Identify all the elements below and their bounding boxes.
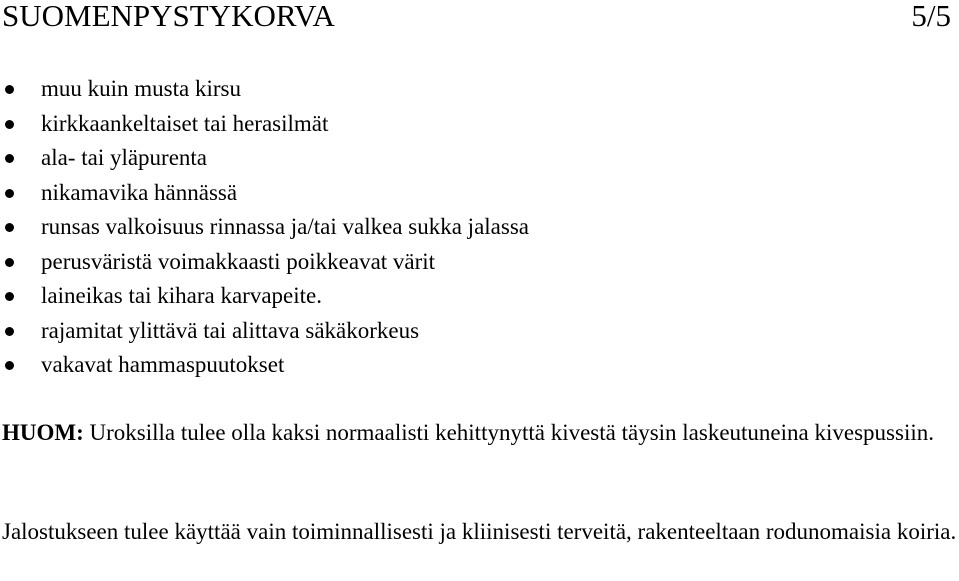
list-item-text: vakavat hammaspuutokset [41,352,285,377]
note-text: Uroksilla tulee olla kaksi normaalisti kehittynyttä kivestä täysin laskeutuneina kivespussiin. [89,420,934,445]
list-item [0,279,529,314]
list-item [0,348,529,383]
list-item-text: perusväristä voimakkaasti poikkeavat värit [41,248,436,274]
list-item-text: laineikas tai kihara karvapeite. [41,283,322,308]
bullet-icon [5,223,14,232]
page-number: 5/5 [911,0,951,33]
list-item [0,176,529,211]
note-paragraph [2,417,957,449]
list-item-text: kirkkaankeltaiset tai herasilmät [41,110,329,136]
list-item [0,107,529,142]
list-item-text: ala- tai yläpurenta [41,145,208,170]
list-item [0,314,529,349]
list-item [0,141,529,176]
list-item [0,210,529,245]
bullet-icon [5,189,14,198]
list-item-text: muu kuin musta kirsu [41,76,241,101]
bullet-icon [5,327,14,336]
list-item-text: rajamitat ylittävä tai alittava säkäkorkeus [41,317,420,343]
bullet-icon [5,258,14,267]
page-title: SUOMENPYSTYKORVA [2,0,335,33]
list-item-text: nikamavika hännässä [41,179,238,205]
bullet-icon [5,292,14,301]
list-item [0,72,529,107]
closing-paragraph: Jalostukseen tulee käyttää vain toiminnallisesti ja kliinisesti terveitä, rakenteeltaan rodunomaisia koiria. [2,519,957,544]
list-item-text: runsas valkoisuus rinnassa ja/tai valkea sukka jalassa [41,214,529,239]
bullet-icon [5,85,14,94]
note-label: HUOM: [2,420,84,445]
bullet-icon [5,154,14,163]
fault-list [0,72,529,383]
bullet-icon [5,361,14,370]
bullet-icon [5,120,14,129]
list-item [0,245,529,280]
